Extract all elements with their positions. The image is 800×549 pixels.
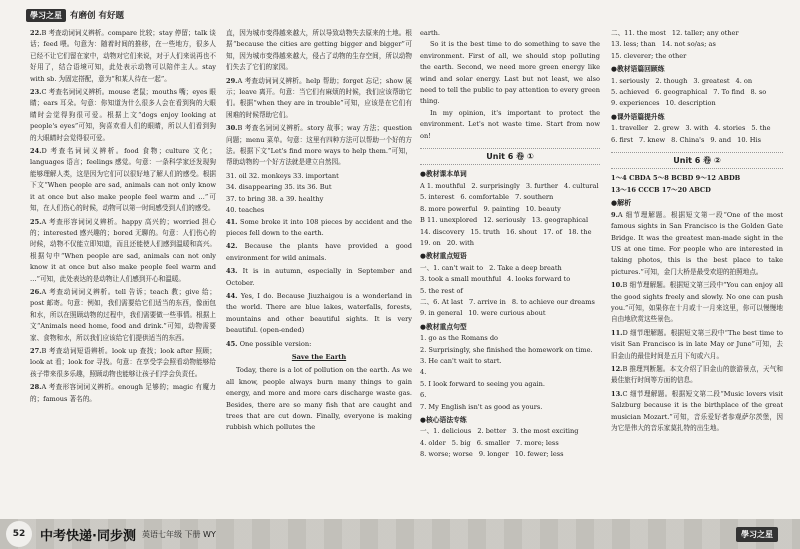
unit-6-paper-1-heading: Unit 6 卷 ① bbox=[420, 148, 600, 165]
explanation-10: 10.B 细节理解题。根据短文第三段中“You can enjoy all the good sights freely and slowly. No one can push you.”可知，如果你在十月或十一月来这里，你可以慢慢地自由地欣赏这些景色。 bbox=[611, 281, 783, 324]
explanation-11: 11.D 细节理解题。根据短文第三段中“The best time to visit San Francisco is in late May or June”可知，去旧金山的最佳时间是五月下旬或六月。 bbox=[611, 328, 783, 360]
page-header bbox=[26, 8, 124, 22]
answer-sentence-44: 44. Yes, I do. Because Jiuzhaigou is a wonderland in the world. There are blue lakes, waterfalls, forests, mountains and other beautiful sights. It is very beautiful. (open-ended) bbox=[226, 291, 412, 335]
answer-sentence-43: 43. It is in autumn, especially in September and October. bbox=[226, 267, 412, 287]
footer-logo: 學习之星 bbox=[736, 527, 778, 542]
choice-answers: 1～4 CBDA 5～8 BCBD 9～12 ABDB bbox=[611, 174, 741, 183]
section-title-explanation: ● 解析 bbox=[611, 198, 783, 209]
answer-note-23: 23.C 考查名词词义辨析。mouse 老鼠；mouths 嘴；eyes 眼睛；ears 耳朵。句意：你知道为什么很多人会在看到狗的大眼睛时会觉得狗很可爱。根据上文“dogs enjoy looking at people's eyes”可知，狗喜欢看人们的眼睛，所以人们看到狗的大眼睛时会觉得很可爱。 bbox=[30, 88, 216, 142]
answer-sentence-45: 45. One possible version: bbox=[226, 339, 312, 348]
word-list-a: A 1. mouthful 2. surprisingly 3. further 4. cultural 5. interest 6. comfortable 7. southern 8. more powerful 9. painting 10. beauty bbox=[420, 181, 599, 213]
section-title-text-review: ● 教材语篇回顾练 bbox=[611, 64, 783, 75]
explanation-13: 13.C 细节理解题。根据短文第二段“Music lovers visit Salzburg because it is the birthplace of the great musician Mozart.”可知，音乐爱好者参观萨尔茨堡，因为它是伟大的音乐家莫扎特的出生地。 bbox=[611, 389, 783, 432]
explanation-12: 12.B 推理判断题。本文介绍了旧金山的旅游景点，天气和最佳旅行时间等方面的信息。 bbox=[611, 364, 783, 385]
answer-note-24: 24.D 考查名词词义辨析。food 食物；culture 文化；languages 语言；feelings 感觉。句意：一条科学家还发现狗能够理解人类，这是因为它们可以很好地了解人们的感受。根据下文“When people are sad, animals can not only know it at once but also make people feel warm and …”可知，在人们伤心的时候，动物可以第一时间感受到人们的感受。 bbox=[30, 147, 216, 213]
unit-6-paper-2-heading: Unit 6 卷 ② bbox=[611, 152, 783, 169]
page-footer bbox=[0, 519, 800, 549]
sentence-answer: 6. bbox=[420, 391, 427, 400]
column-3 bbox=[420, 28, 600, 518]
column-1 bbox=[30, 28, 216, 518]
phrase-list-1: 一、1. can't wait to 2. Take a deep breath 3. took a small mouthful 4. looks forward to 5. the rest of bbox=[420, 263, 571, 295]
answer-note-25: 25.A 考查形容词词义辨析。happy 高兴的；worried 担心的；interested 感兴趣的；bored 无聊的。句意：人们伤心的时候，动物不仅能立即知道，而且还能使人们感到温暖和高兴。根据句中“When people are sad, animals can not only know it at once but also make people feel warm and …”可知，此处表达的是动物让人们感到开心和温暖。 bbox=[30, 217, 216, 283]
answer-note-22: 22.B 考查动词词义辨析。compare 比较；stay 停留；talk 谈话；feed 喂。句意为：随着时间的推移，在一些地方，很多人已经不让它们留在家中，动物对它们来说，对于人们来说再也不好用了，结合语境可知，此处表示动物可以陪伴主人。stay with sb. 为固定搭配，意为“和某人待在一起”。 bbox=[30, 29, 216, 83]
essay-paragraph-1-end: earth. bbox=[420, 29, 440, 37]
book-title: 中考快递·同步测 bbox=[40, 528, 136, 544]
section-title-extension: ● 课外语篇提升练 bbox=[611, 112, 783, 123]
section-title-grammar: ● 核心语法专练 bbox=[420, 415, 600, 426]
answer-note-29: 29.A 考查动词词义辨析。help 帮助；forget 忘记；show 展示；leave 离开。句意：当它们有麻烦的时候，我们应该帮助它们。根据“when they are in trouble”可知，应该是在它们有困难的时候帮助它们。 bbox=[226, 76, 412, 119]
answer-line: 34. disappearing 35. its 36. But bbox=[226, 183, 332, 192]
section-title-sentences: ● 教材重点句型 bbox=[420, 322, 600, 333]
answer-sentence-41: 41. Some broke it into 108 pieces by accident and the pieces fell down to the earth. bbox=[226, 217, 412, 237]
answer-sentence-42: 42. Because the plants have provided a good environment for wild animals. bbox=[226, 242, 412, 262]
answer-line: 31. oil 32. monkeys 33. important bbox=[226, 171, 339, 180]
answer-line: 40. teaches bbox=[226, 206, 265, 215]
section-title-phrases: ● 教材重点短语 bbox=[420, 251, 600, 262]
page-number: 52 bbox=[6, 521, 32, 547]
grammar-list-1: 一、1. delicious 2. better 3. the most exciting 4. older 5. big 6. smaller 7. more; less 8. worse; worse 9. longer 10. fewer; less bbox=[420, 427, 579, 459]
explanation-9: 9.A 细节理解题。根据短文第一段“One of the most famous sights in San Francisco is the Golden Gate Bridge. It was the greatest man-made sight in the US at one time. For people who are interested in taking photos, this is the best place to take pictures.”可知，金门大桥是最受欢迎的拍照地点。 bbox=[611, 210, 783, 276]
sentence-answer: 4. bbox=[420, 368, 427, 377]
extension-list: 1. traveller 2. grew 3. with 4. stories 5. the 6. first 7. knew 8. China's 9. and 10. His bbox=[611, 124, 771, 144]
phrase-list-2: 二、6. At last 7. arrive in 8. to achieve our dreams 9. in general 10. were curious about bbox=[420, 297, 595, 318]
word-list-b: B 11. unexplored 12. seriously 13. geographical 14. discovery 15. truth 16. shout 17. of 18. the 19. on 20. with bbox=[420, 216, 592, 247]
answer-note-26: 26.A 考查动词词义辨析。tell 告诉；teach 教；give 给；post 邮寄。句意：例如，我们需要给它们适当的东西，像面包和水，所以在照顾动物的过程中，我们需要做一些事情。根据上文“Animals need home, food and drink.”可知，动物需要家、食物和水，所以我们应该给它们提供适当的东西。 bbox=[30, 287, 216, 342]
section-title-words: ● 教材课本单词 bbox=[420, 169, 600, 180]
sentence-answer: 1. go as the Romans do bbox=[420, 334, 499, 343]
answer-note-30: 30.B 考查名词词义辨析。story 故事；way 方法；question 问题；menu 菜单。句意：这里有四种方法可以帮助一个好的方法。根据下文“Let's find more ways to help them.”可知，帮助动物的一个好方法就是建立自然园。 bbox=[226, 124, 412, 167]
sentence-answer: 5. I look forward to seeing you again. bbox=[420, 379, 545, 388]
answer-note-continued: 直，因为城市变得越来越大，所以导致动物失去原来的土地。根据“because the cities are getting bigger and bigger”可知，因为城市变得越来越大，侵占了动物的生存空间，所以动物们失去了它们的家园。 bbox=[226, 29, 412, 72]
column-4 bbox=[611, 28, 783, 518]
sentence-answer: 3. He can't wait to start. bbox=[420, 356, 502, 365]
book-subtitle: 英语七年级 下册 WY bbox=[141, 529, 216, 539]
brand-logo: 學习之星 bbox=[26, 9, 66, 22]
essay-paragraph-3: In my opinion, it's important to protect the environment. Let's not waste time. Start from now on! bbox=[420, 108, 600, 140]
column-2 bbox=[226, 28, 412, 518]
sentence-answer: 7. My English isn't as good as yours. bbox=[420, 402, 543, 411]
answer-note-28: 28.A 考查形容词词义辨析。enough 足够的；magic 有魔力的；famous 著名的。 bbox=[30, 383, 216, 403]
choice-answers: 13～16 CCCB 17～20 ABCD bbox=[611, 185, 711, 194]
text-review-list: 1. seriously 2. though 3. greatest 4. on 5. achieved 6. geographical 7. To find 8. so 9. experiences 10. description bbox=[611, 76, 767, 108]
essay-title: Save the Earth bbox=[291, 352, 347, 361]
sentence-answer: 2. Surprisingly, she finished the homework on time. bbox=[420, 345, 593, 354]
essay-paragraph-2: So it is the best time to do something to save the environment. First of all, we should stop polluting the earth. Second, we need more green energy like wind and solar energy. Last but not least, we also need to tell the public to pay attention to every green thing. bbox=[420, 40, 600, 106]
answer-line: 37. to bring 38. a 39. healthy bbox=[226, 194, 324, 203]
brand-slogan: 有磨创 有好题 bbox=[70, 11, 124, 21]
answer-note-27: 27.B 考查动词短语辨析。look up 查找；look after 照顾；look at 看；look for 寻找。句意：在享受学会照看动物能够给孩子带来很多乐趣，照顾动物也能够让孩子们学会负责任。 bbox=[30, 346, 216, 378]
essay-paragraph-1: Today, there is a lot of pollution on the earth. As we all know, people always burn many things to gain energy, and more and more cars discharge waste gas. Besides, there are so many fish that are caught and trees that are cut down. Finally, everyone is making rubbish which pollutes the bbox=[226, 366, 412, 432]
grammar-list-2: 二、11. the most 12. taller; any other 13. less; than 14. not so/as; as 15. cleverer; the other bbox=[611, 29, 739, 60]
